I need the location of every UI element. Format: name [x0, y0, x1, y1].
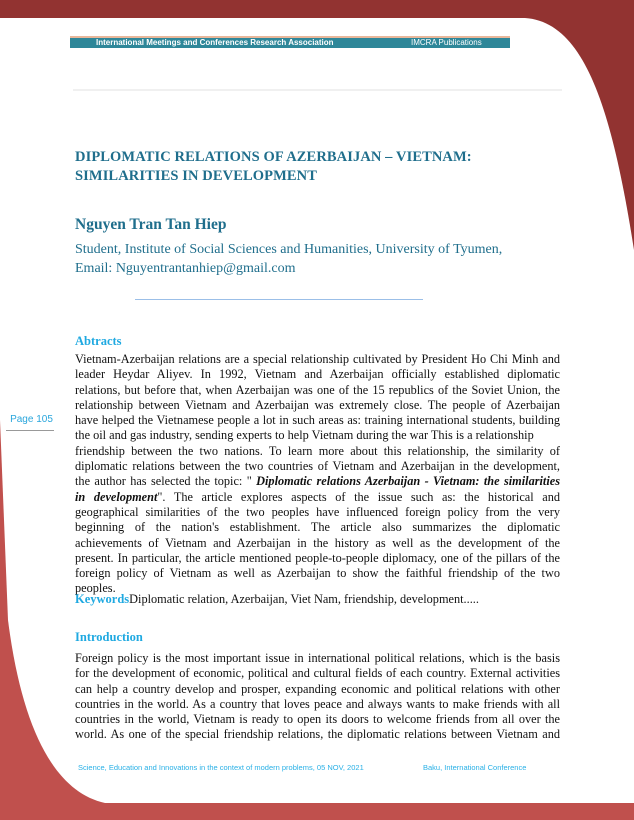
abstract-line: the oil and gas industry, sending experts to help Vietnam during the war This is a relationship [75, 428, 534, 443]
author-affiliation [75, 240, 502, 278]
introduction-heading: Introduction [75, 630, 143, 644]
page-number-underline [6, 430, 54, 431]
keywords-text: Diplomatic relation, Azerbaijan, Viet Nam, friendship, development..... [129, 592, 479, 606]
topic-title: in development [75, 489, 158, 504]
keywords-label: Keywords [75, 592, 130, 606]
topic-title: Diplomatic relations Azerbaijan - Vietnam: the similarities [256, 474, 561, 489]
abstract-line: present. In particular, the article mentioned people-to-people diplomacy, one of the pillars of the [75, 550, 560, 565]
abstract-line: diplomatic relations between the two countries of Vietnam and Azerbaijan in the development, [75, 459, 560, 474]
affiliation-line: Student, Institute of Social Sciences and Humanities, University of Tyumen, [75, 242, 503, 257]
abstract-line: have helped the Vietnamese people a lot in such areas as: training international students, building [75, 413, 560, 428]
header-bar [70, 36, 510, 48]
section-divider [135, 299, 423, 300]
intro-line: world. As one of the special friendship relations, the diplomatic relations between Vietnam and [75, 727, 560, 742]
title-line: DIPLOMATIC RELATIONS OF AZERBAIJAN – VIETNAM: [75, 149, 472, 165]
email-line: Email: Nguyentrantanhiep@gmail.com [75, 261, 296, 276]
abstract-line: peoples. [75, 581, 116, 596]
abstract-line: Vietnam-Azerbaijan relations are a special relationship cultivated by President Ho Chi Minh and [75, 352, 560, 366]
abstract-line [75, 490, 560, 505]
abstract-line: relations, but before that, when Azerbaijan was one of the 15 republics of the Soviet Union, the [75, 382, 560, 397]
text: ". The article explores aspects of the issue such as: the historical and [157, 489, 560, 504]
footer-location: Baku, International Conference [423, 763, 527, 772]
abstract-line [75, 474, 560, 489]
intro-line: Foreign policy is the most important issue in international political relations, which is the basis [75, 651, 560, 665]
intro-line: can help a country develop and prosper, expanding economic and political relations with other [75, 681, 560, 696]
title-line: SIMILARITIES IN DEVELOPMENT [75, 168, 317, 184]
abstract-heading: Abtracts [75, 334, 122, 348]
abstract-line: achievements of Vietnam and Azerbaijan in the history as well as the development of the [75, 535, 560, 550]
paper-title [75, 148, 472, 186]
abstract-line: relationship between Vietnam and Azerbaijan was extremely close. The people of Azerbaijan [75, 397, 560, 412]
keywords [75, 592, 560, 607]
abstract-line: beginning of the nation's establishment. The article also summarizes the diplomatic [75, 520, 560, 535]
header-divider [73, 89, 562, 91]
abstract-body [75, 352, 560, 597]
abstract-line: friendship between the two nations. To learn more about this relationship, the similarity of [75, 443, 560, 458]
author-name: Nguyen Tran Tan Hiep [75, 216, 227, 233]
abstract-line: geographical similarities of the two peoples have influenced foreign policy from the very [75, 504, 560, 519]
footer-conference: Science, Education and Innovations in the context of modern problems, 05 NOV, 2021 [78, 763, 364, 772]
abstract-line: foreign policy of Vietnam as well as Azerbaijan to show the faithful friendship of the two [75, 566, 560, 581]
abstract-line: leader Heydar Aliyev. In 1992, Vietnam and Azerbaijan officially established diplomatic [75, 367, 560, 382]
intro-line: for the development of economic, political and cultural fields of each country. External activities [75, 666, 560, 681]
intro-line: countries in the world. As a country that loves peace and always wants to make friends with all [75, 696, 560, 711]
header-association: International Meetings and Conferences Research Association [96, 38, 334, 47]
page-number: Page 105 [10, 414, 53, 425]
intro-line: countries in the world, Vietnam is ready to open its doors to welcome friends from all over the [75, 712, 560, 727]
text: the author has selected the topic: " [75, 474, 257, 489]
header-publications: IMCRA Publications [411, 38, 482, 47]
introduction-body [75, 651, 560, 743]
